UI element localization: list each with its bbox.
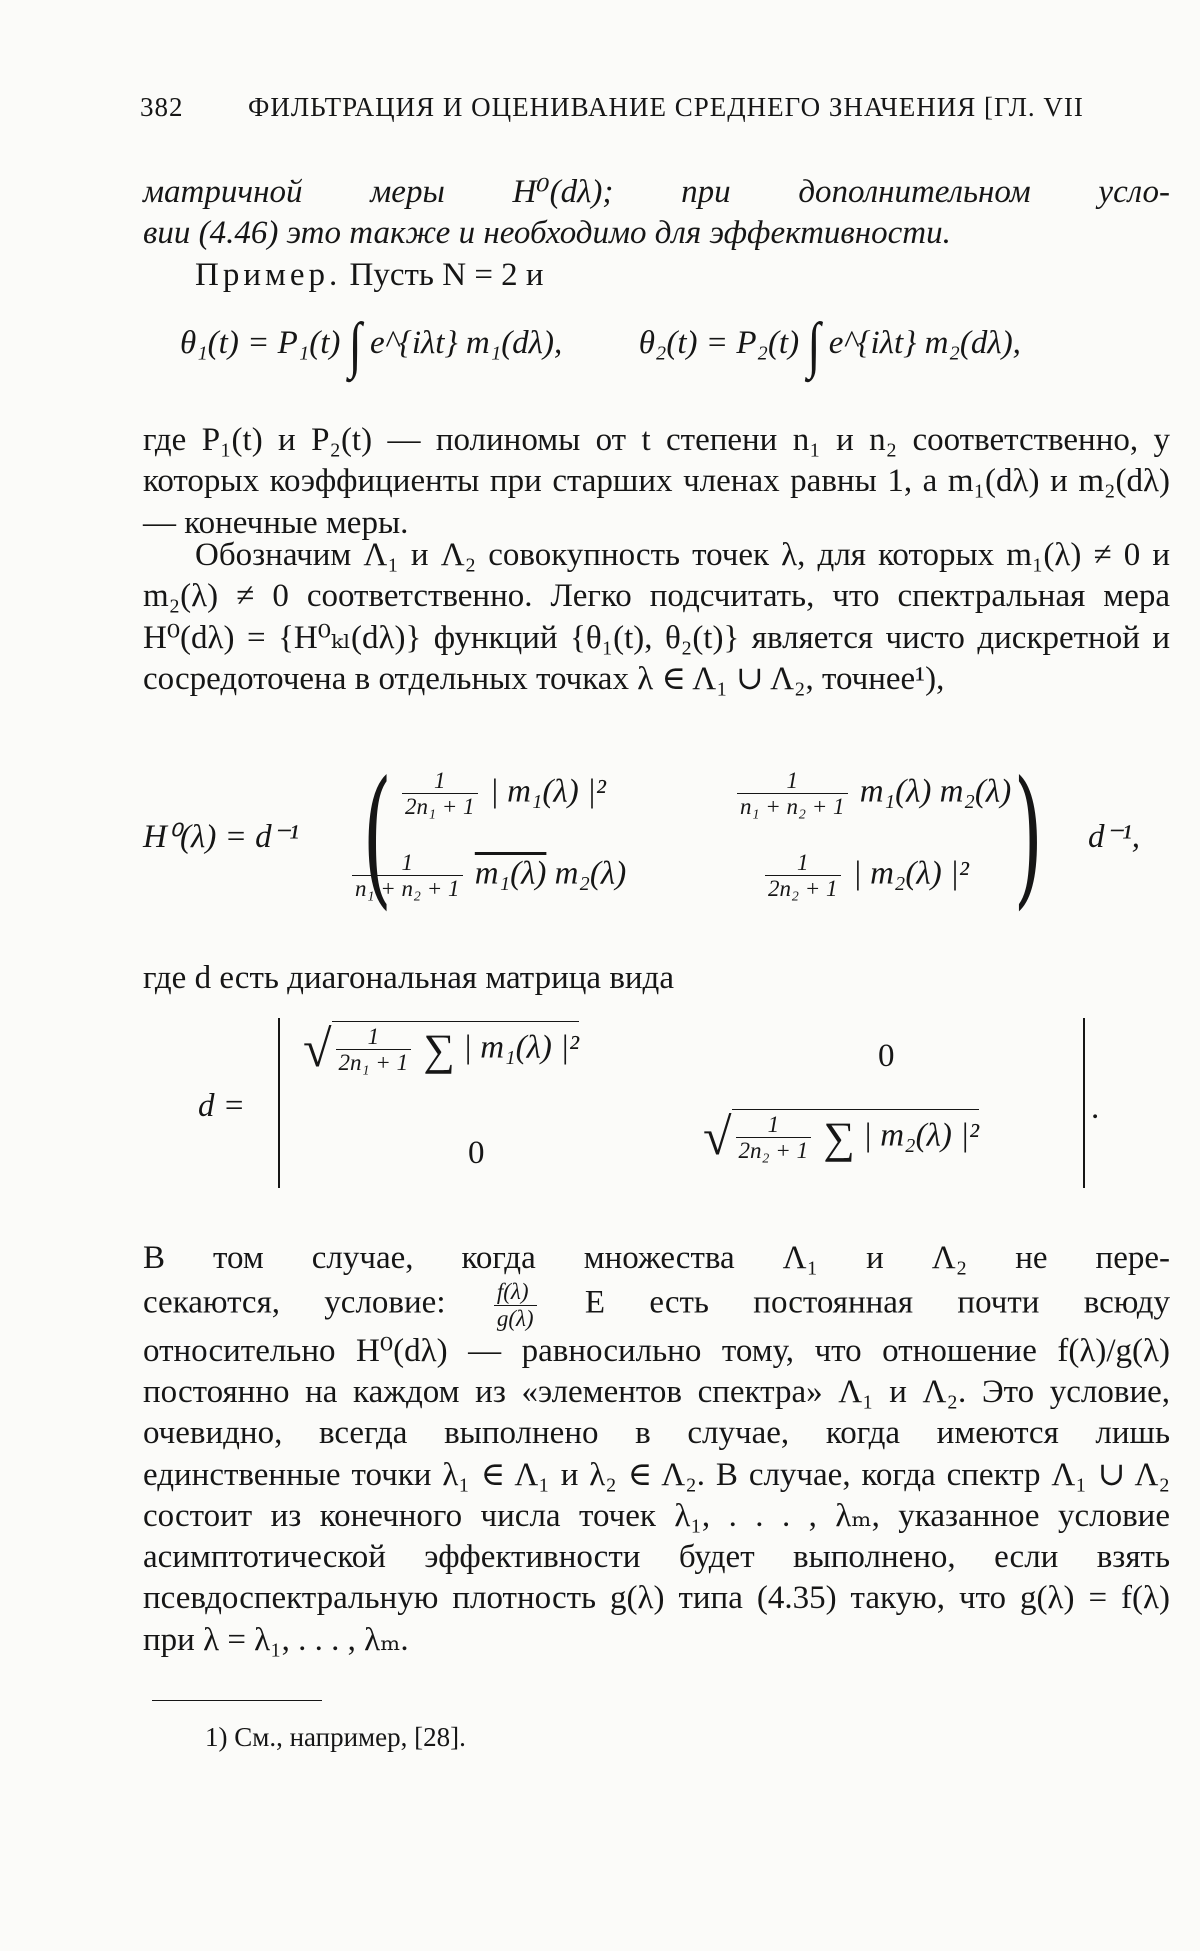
d11-num: 1 bbox=[336, 1024, 412, 1050]
theta2-lhs: θ₂(t) = P₂(t) bbox=[638, 325, 800, 362]
right-paren: ) bbox=[1013, 750, 1043, 924]
sqrt-sign-2: √ bbox=[703, 1109, 732, 1166]
m11-num: 1 bbox=[402, 768, 478, 794]
m22-num: 1 bbox=[765, 850, 841, 876]
integral-sign-1: ∫ bbox=[348, 311, 362, 380]
paragraph-2-text: где P₁(t) и P₂(t) — полиномы от t степени n₁ и n₂ соответственно, у которых коэффициенты при старших членах равны 1, а m₁(dλ) и m₂(dλ) — конечные меры. bbox=[143, 422, 1170, 541]
paragraph-5-line-2 bbox=[143, 1279, 1170, 1331]
H0-m21 bbox=[348, 850, 626, 902]
d11-tail: | m₁(λ) |² bbox=[462, 1029, 580, 1066]
d22-num: 1 bbox=[736, 1112, 812, 1138]
theta2-integrand: e^{iλt} m₂(dλ), bbox=[828, 325, 1021, 362]
m12-num: 1 bbox=[737, 768, 848, 794]
paragraph-1-line-1: матричной меры H⁰(dλ); при дополнительном усло- bbox=[143, 174, 1170, 210]
right-bracket bbox=[1073, 1018, 1085, 1188]
footnote-rule bbox=[152, 1700, 322, 1701]
d22-tail: | m₂(λ) |² bbox=[862, 1117, 980, 1154]
d11-sum: ∑ bbox=[423, 1025, 455, 1074]
paragraph-2 bbox=[143, 420, 1170, 544]
cond-num: f(λ) bbox=[494, 1279, 537, 1305]
d12: 0 bbox=[878, 1038, 895, 1074]
formula-d bbox=[143, 1010, 1173, 1200]
integral-sign-2: ∫ bbox=[807, 311, 821, 380]
H0-m12 bbox=[733, 768, 1011, 820]
paragraph-5 bbox=[143, 1238, 1170, 1661]
m22-tail: | m₂(λ) |² bbox=[852, 855, 969, 892]
d21: 0 bbox=[468, 1135, 485, 1171]
page-number: 382 bbox=[140, 92, 184, 122]
paragraph-5-line-2a: секаются, условие: bbox=[143, 1284, 446, 1321]
d-end: . bbox=[1091, 1090, 1100, 1126]
d11-den: 2n₁ + 1 bbox=[338, 1050, 409, 1075]
m21-num: 1 bbox=[352, 850, 463, 876]
m21-tail: m₂(λ) bbox=[554, 855, 627, 892]
formula-theta bbox=[180, 311, 1021, 380]
example-line bbox=[143, 255, 1170, 296]
m11-den: 2n₁ + 1 bbox=[405, 794, 475, 820]
m21-tail-bar: m₁(λ) bbox=[474, 855, 547, 892]
example-label: Пример. bbox=[195, 256, 342, 293]
paragraph-4 bbox=[143, 958, 1170, 999]
formula-H0 bbox=[143, 750, 1173, 928]
d11 bbox=[303, 1020, 579, 1079]
left-paren: ( bbox=[362, 750, 392, 924]
d22 bbox=[703, 1108, 979, 1167]
paragraph-3 bbox=[143, 535, 1170, 700]
m12-den: n₁ + n₂ + 1 bbox=[740, 794, 845, 820]
d22-sum: ∑ bbox=[823, 1113, 855, 1162]
m12-tail: m₁(λ) m₂(λ) bbox=[859, 773, 1012, 810]
running-title: ФИЛЬТРАЦИЯ И ОЦЕНИВАНИЕ СРЕДНЕГО ЗНАЧЕНИЯ [ГЛ. VII bbox=[248, 92, 1084, 122]
m22-den: 2n₂ + 1 bbox=[768, 876, 838, 902]
left-bracket bbox=[278, 1018, 290, 1188]
paragraph-5-rest: относительно H⁰(dλ) — равносильно тому, что отношение f(λ)/g(λ) постоянно на каждом из «элементов спектра» Λ₁ и Λ₂. Это условие, очевидно, всегда выполнено в случае, когда имеются лишь единственные точки λ₁ ∈ Λ₁ и λ₂ ∈ Λ₂. В случае, когда спектр Λ₁ ∪ Λ₂ состоит из конечного числа точек λ₁, . . . , λₘ, указанное условие асимптотической эффективности будет выполнено, если взять псевдоспектральную плотность g(λ) типа (4.35) такую, что g(λ) = f(λ) при λ = λ₁, . . . , λₘ. bbox=[143, 1332, 1170, 1658]
H0-m22 bbox=[761, 850, 969, 902]
H0-lhs: H⁰(λ) = d⁻¹ bbox=[143, 819, 299, 855]
cond-den: g(λ) bbox=[496, 1305, 534, 1331]
footnote: 1) См., например, [28]. bbox=[205, 1722, 466, 1752]
sqrt-sign-1: √ bbox=[303, 1021, 332, 1078]
paragraph-5-line-2b: E есть постоянная почти всюду bbox=[584, 1284, 1171, 1321]
paragraph-1 bbox=[143, 172, 1170, 296]
paragraph-3-text: Обозначим Λ₁ и Λ₂ совокупность точек λ, для которых m₁(λ) ≠ 0 и m₂(λ) ≠ 0 соответственно. Легко подсчитать, что спектральная мера H⁰(dλ) = {H⁰ₖₗ(dλ)} функций {θ₁(t), θ₂(t)} является чисто дискретной и сосредоточена в отдельных точках λ ∈ Λ₁ ∪ Λ₂, точнее¹), bbox=[143, 537, 1170, 697]
H0-m11 bbox=[398, 768, 606, 820]
d22-den: 2n₂ + 1 bbox=[738, 1138, 809, 1163]
paragraph-1-line-2: вии (4.46) это также и необходимо для эффективности. bbox=[143, 215, 951, 252]
d-lhs: d = bbox=[198, 1088, 246, 1124]
theta1-lhs: θ₁(t) = P₁(t) bbox=[180, 325, 341, 362]
m21-den: n₁ + n₂ + 1 bbox=[355, 876, 460, 902]
paragraph-5-line-1: В том случае, когда множества Λ₁ и Λ₂ не пере- bbox=[143, 1240, 1170, 1276]
theta1-integrand: e^{iλt} m₁(dλ), bbox=[370, 325, 563, 362]
m11-tail: | m₁(λ) |² bbox=[489, 773, 606, 810]
H0-rhs: d⁻¹, bbox=[1088, 819, 1141, 855]
paragraph-4-text: где d есть диагональная матрица вида bbox=[143, 960, 674, 996]
example-text: Пусть N = 2 и bbox=[349, 256, 544, 293]
